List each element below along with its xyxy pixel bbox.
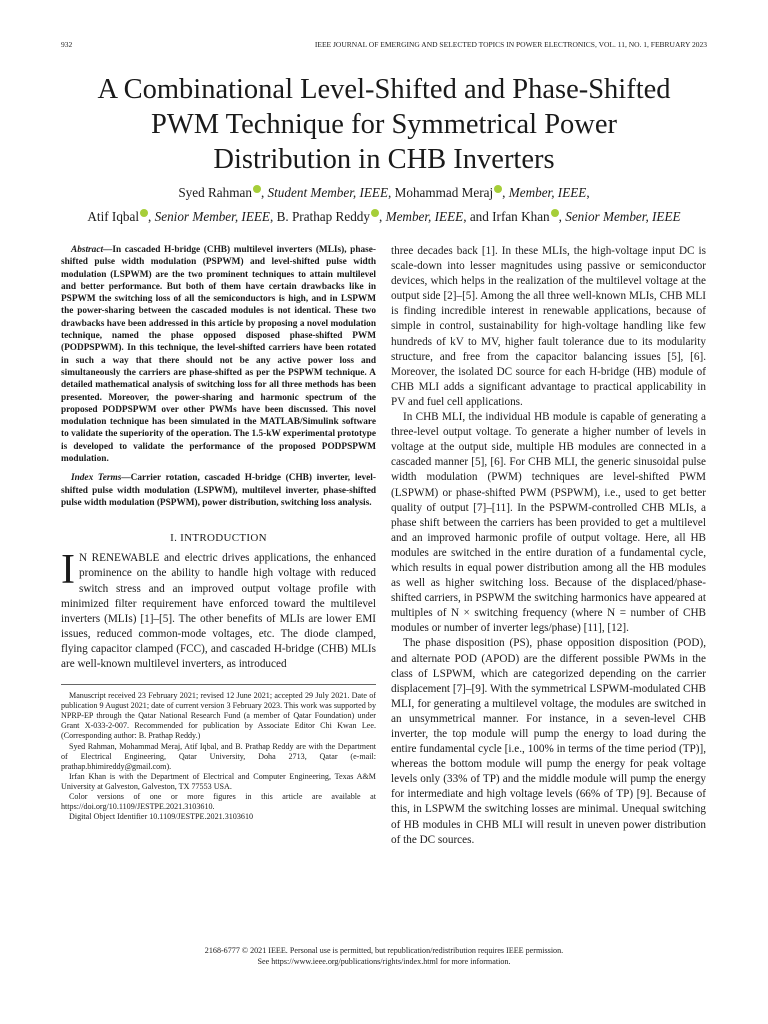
title-line-3: Distribution in CHB Inverters [213,144,555,175]
copyright-notice [40,945,728,967]
footnote-doi[interactable]: Digital Object Identifier 10.1109/JESTPE.2021.3103610 [69,812,254,822]
author-name: Syed Rahman [178,185,252,200]
intro-paragraph [61,547,376,672]
abstract-text: In cascaded H-bridge (CHB) multilevel inverters (MLIs), phase-shifted pulse width modulation (PSPWM) and level-shifted pulse width modulation (LSPWM) are the two prominent techniques to attain multilevel and better performance. But both of them have certain drawbacks like in PSPWM the switching loss of all the semiconductors is high, and in LSPWM the power-sharing between the cascaded modules is not identical. These two drawbacks have been addressed in this article by proposing a novel modulation technique, named the phase opposed disposed phase-shifted PWM (PODPSPWM). In this technique, the level-shifted carriers have been rotated in such a way that there should not be any active power loss and simultaneously the carriers are phase-shifted as per the PSPWM technique. A detailed mathematical analysis of switching loss for all three methods has been presented. Moreover, the power-sharing and harmonic spectrum of the proposed PODPSPWM over other PWMs have been discussed. This novel modulation technique has been simulated in the MATLAB/Simulink software to validate the superiority of the operation. The 1.5-kW experimental prototype is developed to validate the performance of the proposed PODPSPWM modulation. [61,245,376,465]
running-header [61,40,707,52]
copyright-line-1: 2168-6777 © 2021 IEEE. Personal use is permitted, but republication/redistribution requires IEEE permission. [204,946,564,955]
left-column [61,244,376,822]
author-name: Mohammad Meraj [394,185,494,200]
author-role: Member, IEEE [508,185,587,200]
orcid-icon[interactable] [371,209,379,217]
author-line-2: Atif Iqbal , Senior Member, IEEE, B. Prathap Reddy , Member, IEEE, and Irfan Khan , Senior Member, IEEE [87,209,681,224]
copyright-line-2[interactable]: See https://www.ieee.org/publications/rights/index.html for more information. [257,957,511,966]
footnote-affiliation: Irfan Khan is with the Department of Electrical and Computer Engineering, Texas A&M University at Galveston, Galveston, TX 77553 USA. [61,771,376,791]
title-line-1: A Combinational Level-Shifted and Phase-Shifted [97,74,671,105]
footnote-affiliation: Syed Rahman, Mohammad Meraj, Atif Iqbal, and B. Prathap Reddy are with the Department of Electrical Engineering, Qatar University, Doha 2713, Qatar (e-mail: prathap.bhimireddy@gmail.com). [61,741,376,771]
footnotes [61,691,376,822]
author-role: Senior Member, IEEE [565,209,681,224]
author-name: Atif Iqbal [87,209,140,224]
abstract-label: Abstract— [71,245,113,255]
orcid-icon[interactable] [551,209,559,217]
author-line-1: Syed Rahman , Student Member, IEEE, Mohammad Meraj , Member, IEEE, [178,185,590,200]
paper-title [40,72,728,177]
page-number: 932 [61,40,73,49]
index-terms-text: Carrier rotation, cascaded H-bridge (CHB) inverter, level-shifted pulse width modulation (LSPWM), multilevel inverter, phase-shifted pulse width modulation (PSPWM), power distribution, switching loss analysis. [61,473,376,508]
drop-cap: I [61,547,75,594]
body-paragraph: In CHB MLI, the individual HB module is capable of generating a three-level output voltage. To generate a higher number of levels in voltage at the output side, multiple HB modules are connected in a cascaded manner [5], [6]. For CHB MLI, the generic sinusoidal pulse width modulation (PWM) techniques are level-shifted PWM (LSPWM) or phase-shifted PWM (PSPWM), i.e., used to get better quality of output [7]–[11]. In the PSPWM-controlled CHB MLIs, a phase shift between the carriers has been provided to get a multilevel and an improved harmonic profile of output voltage. Here, all HB modules are switched in the entire duration of a fundamental cycle, which results in equal power distribution among all the HB modules as well as higher switching loss. Because of the displaced/phase-shifted carriers, in PSPWM the switching harmonics have appeared at multiples of N × switching frequency (where N = number of CHB modules or number of inverter legs/phase) [11], [12]. [391,411,706,635]
footnote-divider [61,684,376,685]
section-heading: I. INTRODUCTION [170,532,267,545]
footnote-manuscript: Manuscript received 23 February 2021; revised 12 June 2021; accepted 29 July 2021. Date of publication 9 August 2021; date of current version 3 February 2023. This work was supported by NPRP-EP through the Qatar National Research Fund (a member of Qatar Foundation) under Grant X-033-2-007. Recommended for publication by Associate Editor Chi Kwan Lee. (Corresponding author: B. Prathap Reddy.) [61,691,376,741]
author-role: Senior Member, IEEE [154,209,270,224]
body-paragraph: three decades back [1]. In these MLIs, the high-voltage input DC is scale-down into lesser magnitudes using passive or semiconductor devices, which helps in the realization of the multilevel voltage at the output side [2]–[5]. Among the all three well-known MLIs, CHB MLI is finding incredible interest in renewable applications, because of simple in control, sustainability for high-voltage handling like few hundreds of kV to MV, higher fault tolerance due to its modularity structure, and free from the capacitor balancing issues [5], [6]. Moreover, the isolated DC source for each H-bridge (HB) module of CHB MLI adds a significant advantage to practical applicability in PV and fuel cell applications. [391,245,706,408]
right-column [391,244,706,848]
author-role: Member, IEEE [385,209,464,224]
orcid-icon[interactable] [253,185,261,193]
footnote-color[interactable]: Color versions of one or more figures in this article are available at https://doi.org/10.1109/JESTPE.2021.3103610. [61,792,376,812]
title-line-2: PWM Technique for Symmetrical Power [150,109,618,140]
index-terms-label: Index Terms— [71,473,131,484]
intro-text: N RENEWABLE and electric drives applications, the enhanced prominence on the ability to handle high voltage with reduced switch stress and an improved output voltage profile with minimized filter requirement have enforced toward the multilevel inverters (MLIs) [1]–[5]. The other benefits of MLIs are lower EMI issues, reduced common-mode voltages, etc. The diode clamped, flying capacitor clamped (FCC), and cascaded H-bridge (CHB) MLIs are well-known multilevel inverters, as introduced [61,552,376,670]
author-list [30,181,738,229]
orcid-icon[interactable] [494,185,502,193]
author-role: Student Member, IEEE [267,185,389,200]
orcid-icon[interactable] [140,209,148,217]
journal-name: IEEE JOURNAL OF EMERGING AND SELECTED TOPICS IN POWER ELECTRONICS, VOL. 11, NO. 1, FEBRUARY 2023 [314,40,707,49]
author-name: Irfan Khan [492,209,550,224]
author-name: B. Prathap Reddy [276,209,370,224]
abstract [61,244,376,509]
body-paragraph: The phase disposition (PS), phase opposition disposition (POD), and alternate POD (APOD) are the different possible PWMs in the class of LSPWM, which are categorized depending on the carrier displacement [7]–[9]. With the symmetrical LSPWM-modulated CHB MLI, for generating a multilevel voltage, the modules are switched in an unsymmetrical manner. For instance, in a seven-level CHB inverter, the top module will pump the energy to load during the entire fundamental cycle [i.e., 100% in terms of the time period (TP)], whereas the bottom module will pump the energy for peak voltage levels only (33% of TP) and the middle module will pump the energy for intermediate and high voltage levels (66% of TP) [9]. Because of this, in LSPWM the switching losses are minimal. Unequal switching of HB modules in CHB MLI will result in uneven power distribution of the DC sources. [391,637,706,846]
